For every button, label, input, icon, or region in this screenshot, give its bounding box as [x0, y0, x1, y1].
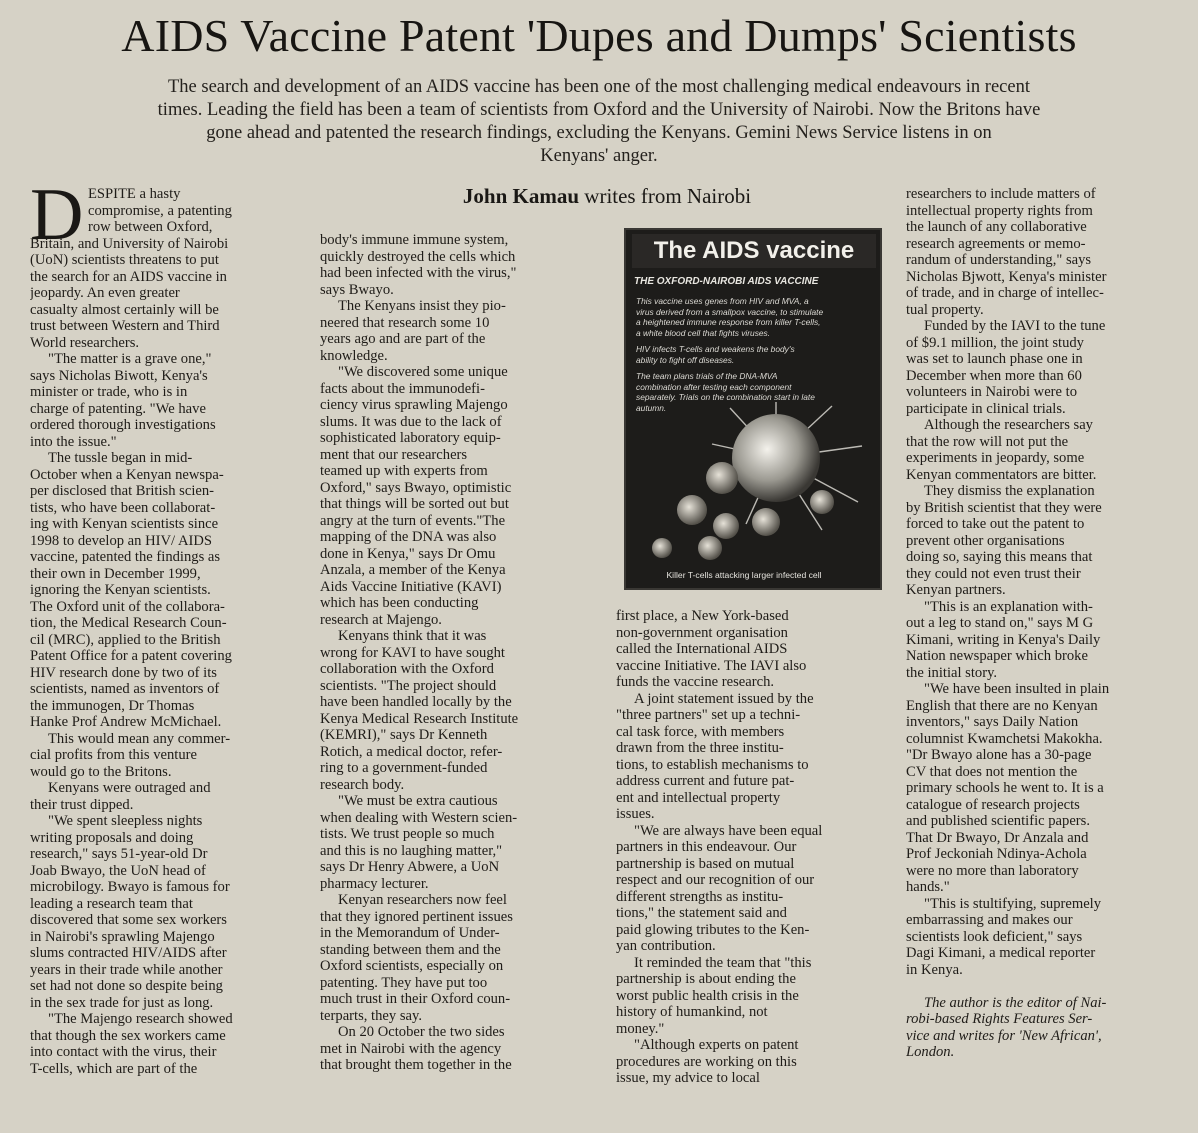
- text-line: "This is an explanation with-: [924, 598, 1093, 615]
- text-line: "We spent sleepless nights: [48, 813, 203, 829]
- text-line: catalogue of research projects: [906, 796, 1080, 813]
- text-line: of trade, and in charge of intellec-: [906, 285, 1104, 301]
- standfirst-line: Kenyans' anger.: [540, 146, 658, 166]
- text-line: The Kenyans insist they pio-: [338, 298, 506, 314]
- text-line: Patent Office for a patent covering: [30, 648, 232, 664]
- text-line: met in Nairobi with the agency: [320, 1040, 502, 1057]
- text-line: vice and writes for 'New African',: [906, 1027, 1102, 1044]
- text-line: World researchers.: [30, 334, 140, 351]
- text-line: years in their trade while another: [30, 961, 223, 978]
- text-line: have been handled locally by the: [320, 694, 512, 710]
- text-line: their own in December 1999,: [30, 565, 201, 582]
- text-line: December when more than 60: [906, 367, 1082, 384]
- text-line: Hanke Prof Andrew McMichael.: [30, 714, 222, 730]
- text-line: partnership is about ending the: [616, 971, 796, 987]
- text-line: experiments in jeopardy, some: [906, 450, 1085, 466]
- text-line: drawn from the three institu-: [616, 740, 784, 756]
- text-line: the immunogen, Dr Thomas: [30, 697, 195, 714]
- graphic-bullet-line: This vaccine uses genes from HIV and MVA, a: [636, 296, 809, 306]
- text-line: called the International AIDS: [616, 641, 788, 657]
- column-1: [30, 174, 298, 1077]
- text-line: "The Majengo research showed: [48, 1011, 233, 1027]
- graphic-bullet-line: a white blood cell that fights viruses.: [636, 327, 771, 338]
- text-line: money.": [616, 1020, 665, 1037]
- text-line: that brought them together in the: [320, 1057, 512, 1073]
- text-line: "Dr Bwayo alone has a 30-page: [906, 747, 1092, 763]
- text-line: That Dr Bwayo, Dr Anzala and: [906, 829, 1089, 846]
- text-line: On 20 October the two sides: [338, 1024, 505, 1040]
- text-line: Kenyans think that it was: [338, 628, 487, 644]
- text-line: wrong for KAVI to have sought: [320, 644, 505, 661]
- text-line: tists. We trust people so much: [320, 826, 495, 842]
- text-line: partners in this endeavour. Our: [616, 839, 797, 855]
- text-line: The Oxford unit of the collabora-: [30, 598, 225, 615]
- standfirst-line: times. Leading the field has been a team of scientists from Oxford and the University of Nairobi. Now the Britons have: [157, 100, 1041, 120]
- text-line: intellectual property rights from: [906, 202, 1093, 219]
- text-line: years ago and are part of the: [320, 331, 486, 347]
- text-line: paid glowing tributes to the Ken-: [616, 921, 810, 938]
- text-line: ment that our researchers: [320, 446, 468, 463]
- text-line: into contact with the virus, their: [30, 1044, 217, 1060]
- text-line: would go to the Britons.: [30, 763, 172, 780]
- text-line: was set to launch phase one in: [906, 351, 1083, 367]
- text-line: first place, a New York-based: [616, 608, 789, 624]
- text-line: sophisticated laboratory equip-: [320, 430, 501, 446]
- text-line: tual property.: [906, 301, 984, 318]
- text-line: Dagi Kimani, a medical reporter: [906, 945, 1096, 961]
- graphic-bullet-line: combination after testing each component: [636, 381, 792, 392]
- headline: AIDS Vaccine Patent 'Dupes and Dumps' Scientists: [121, 10, 1077, 61]
- text-line: their trust dipped.: [30, 796, 134, 813]
- text-line: scientists. "The project should: [320, 677, 497, 694]
- text-line: had been infected with the virus,": [320, 265, 517, 281]
- text-line: funds the vaccine research.: [616, 674, 775, 690]
- graphic-title: The AIDS vaccine: [632, 234, 876, 268]
- text-line: leading a research team that: [30, 895, 193, 912]
- text-line: the launch of any collaborative: [906, 219, 1087, 235]
- text-line: in Kenya.: [906, 961, 963, 978]
- text-line: scientists, named as inventors of: [30, 681, 220, 697]
- text-line: discovered that some sex workers: [30, 912, 227, 928]
- text-line: A joint statement issued by the: [634, 690, 814, 707]
- graphic-bullet-line: The team plans trials of the DNA-MVA: [636, 371, 778, 381]
- text-line: quickly destroyed the cells which: [320, 248, 516, 265]
- column-3: [616, 608, 886, 1087]
- text-line: out a leg to stand on," says M G: [906, 615, 1094, 631]
- column-4: [906, 186, 1178, 1061]
- text-line: columnist Kwamchetsi Makokha.: [906, 730, 1103, 747]
- graphic-bullet-line: ability to fight off diseases.: [636, 354, 735, 365]
- text-line: tists, who have been collaborat-: [30, 499, 216, 516]
- text-line: in the Memorandum of Under-: [320, 925, 500, 941]
- graphic-bullet-line: separately. Trials on the combination start in late: [636, 392, 815, 402]
- text-line: Kenyan partners.: [906, 582, 1006, 598]
- text-line: which has been conducting: [320, 595, 479, 611]
- text-line: into the issue.": [30, 433, 117, 450]
- text-line: compromise, a patenting: [88, 202, 232, 219]
- text-line: issue, my advice to local: [616, 1070, 760, 1086]
- text-line: "The matter is a grave one,": [48, 351, 212, 367]
- text-line: slums contracted HIV/AIDS after: [30, 945, 227, 961]
- text-line: "We discovered some unique: [338, 364, 508, 380]
- text-line: casualty almost certainly will be: [30, 301, 219, 318]
- text-line: Kenyan researchers now feel: [338, 892, 507, 908]
- text-line: microbilogy. Bwayo is famous for: [30, 879, 230, 895]
- text-line: Kimani, writing in Kenya's Daily: [906, 631, 1101, 648]
- text-line: T-cells, which are part of the: [30, 1060, 198, 1077]
- text-line: different strengths as institu-: [616, 888, 784, 905]
- text-line: the search for an AIDS vaccine in: [30, 268, 227, 285]
- text-line: pharmacy lecturer.: [320, 875, 429, 892]
- text-line: yan contribution.: [616, 938, 716, 954]
- text-line: "three partners" set up a techni-: [616, 707, 801, 723]
- text-line: done in Kenya," says Dr Omu: [320, 545, 496, 562]
- text-line: and published scientific papers.: [906, 813, 1090, 829]
- text-line: Kenyans were outraged and: [48, 780, 211, 796]
- text-line: 1998 to develop an HIV/ AIDS: [30, 532, 212, 549]
- text-line: respect and our recognition of our: [616, 872, 815, 888]
- text-line: address current and future pat-: [616, 773, 795, 789]
- text-line: trust between Western and Third: [30, 318, 220, 334]
- text-line: non-government organisation: [616, 624, 788, 641]
- text-line: researchers to include matters of: [906, 186, 1096, 202]
- text-line: hands.": [906, 879, 950, 895]
- text-line: Kenya Medical Research Institute: [320, 710, 519, 727]
- graphic-caption: Killer T-cells attacking larger infected cell: [666, 570, 822, 580]
- text-line: research body.: [320, 776, 405, 793]
- text-line: history of humankind, not: [616, 1004, 768, 1020]
- standfirst-line: gone ahead and patented the research findings, excluding the Kenyans. Gemini News Service listens in on: [206, 123, 992, 143]
- text-line: issues.: [616, 806, 655, 822]
- byline-author: John Kamau: [462, 184, 580, 208]
- graphic-bullet-line: a heightened immune response from killer T-cells,: [636, 317, 821, 327]
- text-line: facts about the immunodefi-: [320, 380, 485, 397]
- text-line: procedures are working on this: [616, 1053, 797, 1070]
- text-line: that things will be sorted out but: [320, 496, 509, 512]
- text-line: doing so, saying this means that: [906, 549, 1093, 565]
- text-line: embarrassing and makes our: [906, 912, 1073, 928]
- text-line: much trust in their Oxford coun-: [320, 991, 511, 1007]
- text-line: standing between them and the: [320, 941, 501, 958]
- text-line: tions, to establish mechanisms to: [616, 756, 809, 773]
- graphic-bullet: [636, 344, 874, 365]
- text-line: worst public health crisis in the: [616, 987, 799, 1004]
- text-line: says Dr Henry Abwere, a UoN: [320, 859, 500, 875]
- graphic-bullet: [636, 296, 874, 338]
- text-line: Joab Bwayo, the UoN head of: [30, 862, 206, 879]
- text-line: ring to a government-funded: [320, 760, 488, 776]
- text-line: ordered thorough investigations: [30, 417, 216, 433]
- text-line: Oxford," says Bwayo, optimistic: [320, 479, 512, 496]
- text-line: ESPITE a hasty: [88, 186, 181, 202]
- text-line: The tussle began in mid-: [48, 450, 193, 466]
- text-line: scientists look deficient," says: [906, 928, 1083, 945]
- text-line: research at Majengo.: [320, 611, 442, 628]
- text-line: prevent other organisations: [906, 532, 1065, 549]
- byline-location: writes from Nairobi: [579, 184, 752, 208]
- text-line: angry at the turn of events."The: [320, 512, 506, 529]
- text-line: in Nairobi's sprawling Majengo: [30, 928, 215, 945]
- text-line: participate in clinical trials.: [906, 400, 1066, 417]
- text-line: tion, the Medical Research Coun-: [30, 615, 227, 631]
- text-line: writing proposals and doing: [30, 829, 194, 846]
- text-line: knowledge.: [320, 347, 388, 364]
- text-line: teamed up with experts from: [320, 463, 488, 479]
- text-line: ent and intellectual property: [616, 789, 781, 806]
- text-line: that though the sex workers came: [30, 1027, 226, 1044]
- text-line: collaboration with the Oxford: [320, 661, 494, 677]
- graphic-bullet-line: virus derived from a smallpox vaccine, to stimulate: [636, 306, 824, 317]
- text-line: they could not even trust their: [906, 565, 1081, 582]
- text-line: Prof Jeckoniah Ndinya-Achola: [906, 846, 1087, 862]
- text-line: ciency virus sprawling Majengo: [320, 397, 508, 413]
- text-line: row between Oxford,: [88, 219, 213, 235]
- text-line: Kenyan commentators are bitter.: [906, 466, 1097, 483]
- aids-vaccine-graphic: [624, 228, 882, 590]
- text-line: cial profits from this venture: [30, 747, 197, 763]
- text-line: London.: [906, 1044, 955, 1060]
- text-line: Oxford scientists, especially on: [320, 958, 504, 974]
- text-line: (UoN) scientists threatens to put: [30, 252, 219, 268]
- text-line: cil (MRC), applied to the British: [30, 631, 221, 648]
- text-line: Rotich, a medical doctor, refer-: [320, 743, 503, 760]
- text-line: [906, 978, 1178, 995]
- text-line: neered that research some 10: [320, 314, 490, 331]
- text-line: robi-based Rights Features Ser-: [906, 1011, 1093, 1027]
- text-line: patenting. They have put too: [320, 974, 488, 991]
- text-line: Nicholas Bjwott, Kenya's minister: [906, 268, 1107, 285]
- text-line: by British scientist that they were: [906, 499, 1102, 516]
- text-line: "We are always have been equal: [634, 822, 823, 839]
- t-cells-illustration: [626, 398, 880, 568]
- text-line: of $9.1 million, the joint study: [906, 334, 1084, 351]
- text-line: were no more than laboratory: [906, 862, 1079, 879]
- text-line: forced to take out the patent to: [906, 516, 1085, 532]
- text-line: vaccine Initiative. The IAVI also: [616, 657, 807, 674]
- text-line: research," says 51-year-old Dr: [30, 846, 208, 862]
- text-line: volunteers in Nairobi were to: [906, 384, 1078, 400]
- text-line: ing with Kenyan scientists since: [30, 516, 219, 532]
- text-line: the initial story.: [906, 664, 998, 681]
- text-line: Aids Vaccine Initiative (KAVI): [320, 578, 502, 595]
- text-line: "Although experts on patent: [634, 1037, 799, 1053]
- text-line: research agreements or memo-: [906, 235, 1086, 252]
- text-line: slums. It was due to the lack of: [320, 413, 502, 430]
- standfirst-line: The search and development of an AIDS vaccine has been one of the most challenging medical endeavours in recent: [168, 77, 1030, 97]
- text-line: vaccine, patented the findings as: [30, 549, 221, 565]
- graphic-subtitle: THE OXFORD-NAIROBI AIDS VACCINE: [634, 276, 819, 287]
- text-line: and this is no laughing matter,": [320, 842, 503, 859]
- text-line: CV that does not mention the: [906, 763, 1078, 780]
- text-line: says Bwayo.: [320, 281, 394, 298]
- text-line: "We must be extra cautious: [338, 793, 498, 809]
- text-line: It reminded the team that "this: [634, 954, 812, 971]
- text-line: They dismiss the explanation: [924, 483, 1095, 499]
- text-line: primary schools he went to. It is a: [906, 780, 1104, 796]
- standfirst: [28, 76, 1170, 168]
- text-line: English that there are no Kenyan: [906, 697, 1098, 714]
- text-line: when dealing with Western scien-: [320, 809, 518, 826]
- text-line: The author is the editor of Nai-: [924, 994, 1107, 1011]
- byline: [322, 183, 892, 209]
- graphic-bullet-line: autumn.: [636, 402, 667, 413]
- text-line: mapping of the DNA was also: [320, 529, 497, 545]
- text-line: terparts, they say.: [320, 1007, 422, 1024]
- text-line: HIV research done by two of its: [30, 664, 217, 681]
- text-line: that they ignored pertinent issues: [320, 908, 513, 925]
- text-line: charge of patenting. "We have: [30, 400, 206, 417]
- text-line: partnership is based on mutual: [616, 855, 795, 872]
- text-line: Funded by the IAVI to the tune: [924, 318, 1106, 334]
- text-line: cal task force, with members: [616, 723, 785, 740]
- text-line: tions," the statement said and: [616, 905, 787, 921]
- text-line: ignoring the Kenyan scientists.: [30, 582, 211, 598]
- column-2: [320, 232, 590, 1074]
- text-line: randum of understanding," says: [906, 252, 1092, 268]
- text-line: Britain, and University of Nairobi: [30, 235, 229, 252]
- text-line: per disclosed that British scien-: [30, 483, 215, 499]
- text-line: Anzala, a member of the Kenya: [320, 562, 506, 578]
- text-line: This would mean any commer-: [48, 730, 231, 747]
- text-line: "This is stultifying, supremely: [924, 895, 1102, 912]
- text-line: that the row will not put the: [906, 433, 1069, 450]
- text-line: in the sex trade for just as long.: [30, 994, 214, 1011]
- text-line: inventors," says Daily Nation: [906, 714, 1079, 730]
- text-line: October when a Kenyan newspa-: [30, 466, 224, 483]
- text-line: set had not done so despite being: [30, 978, 223, 994]
- text-line: body's immune immune system,: [320, 232, 509, 248]
- text-line: minister or trade, who is in: [30, 384, 188, 400]
- text-line: Nation newspaper which broke: [906, 648, 1088, 664]
- text-line: says Nicholas Biwott, Kenya's: [30, 367, 208, 384]
- text-line: (KEMRI)," says Dr Kenneth: [320, 727, 488, 743]
- text-line: "We have been insulted in plain: [924, 681, 1110, 697]
- graphic-bullet-line: HIV infects T-cells and weakens the body's: [636, 344, 795, 354]
- text-line: jeopardy. An even greater: [30, 285, 180, 301]
- drop-cap: D: [30, 174, 84, 256]
- text-line: Although the researchers say: [924, 417, 1093, 433]
